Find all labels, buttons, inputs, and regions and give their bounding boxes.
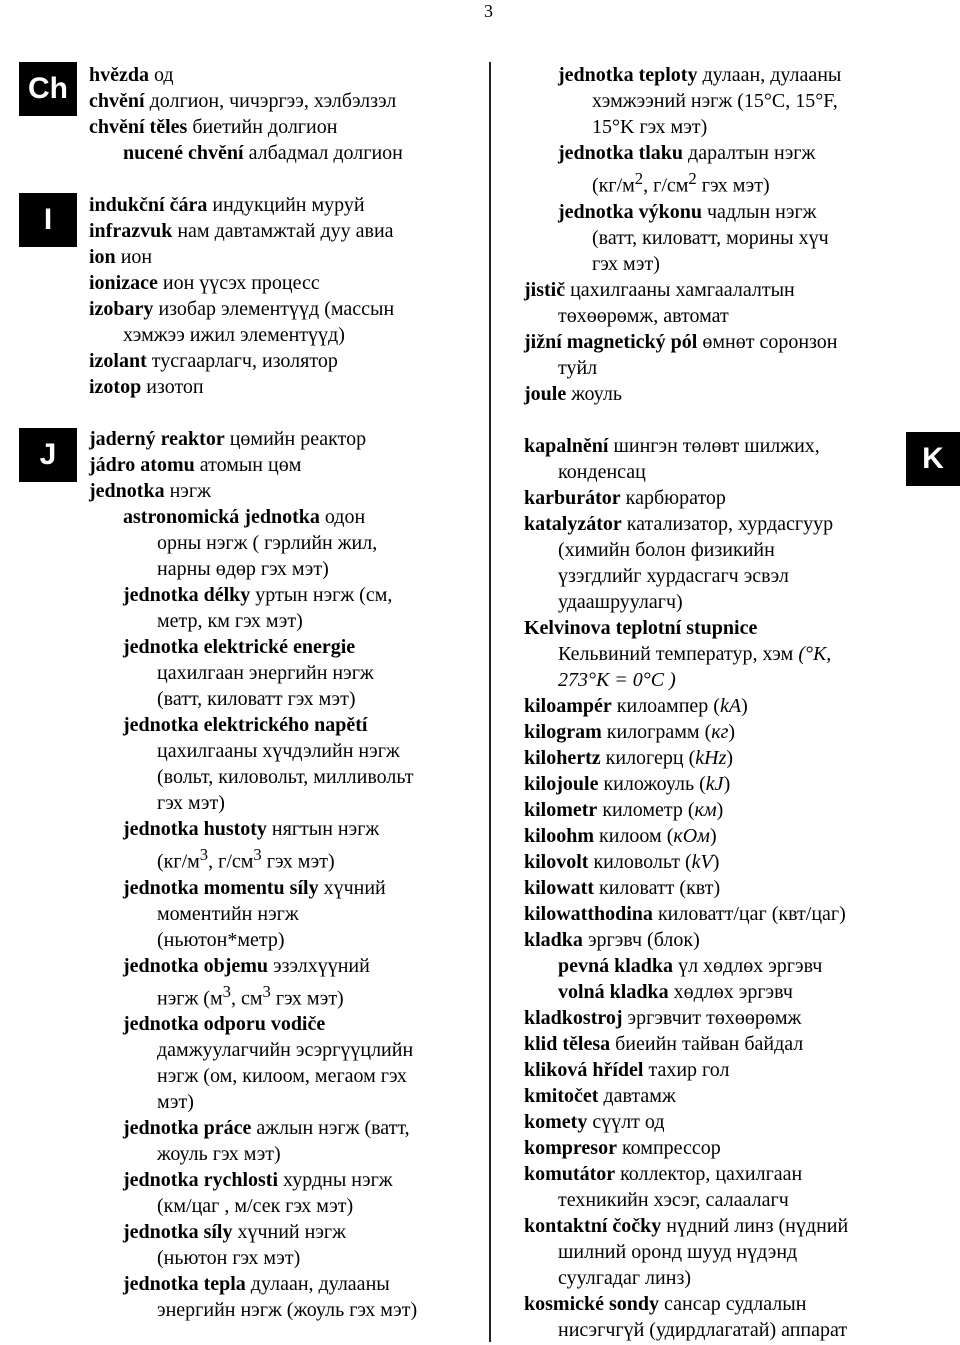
dictionary-entry: komutátor коллектор, цахилгаан техникийн хэсэг, салаалагч — [524, 1162, 803, 1211]
dictionary-subentry: jednotka tlaku даралтын нэгж ($кг/м^2$, $г/см^2$ гэх мэт) — [558, 142, 816, 197]
dictionary-entry: katalyzátor катализатор, хурдасгуур (химийн болон физикийн үзэгдлийг хурдасгагч эсвэл удаашруулагч) — [524, 512, 834, 613]
dictionary-entry: kliková hřídel тахир гол — [524, 1058, 730, 1081]
dictionary-entry: Kelvinova teplotní stupnice Кельвиний температур, хэм (°К, 273°К = 0°С ) — [524, 616, 832, 691]
dictionary-entry: jižní magnetický pól өмнөт соронзон туйл — [524, 330, 838, 379]
dictionary-entry: ionizace ион үүсэх процесс — [89, 272, 320, 294]
dictionary-subentry: jednotka práce ажлын нэгж (ватт, жоуль гэх мэт) — [123, 1117, 410, 1166]
page-number: 3 — [484, 1, 493, 21]
dictionary-subentry: jednotka tepla дулаан, дулааны энергийн нэгж (жоуль гэх мэт) — [123, 1273, 418, 1322]
dictionary-entry: jaderný reaktor цөмийн реактор — [89, 428, 367, 450]
dictionary-entry: klid tělesa биеийн тайван байдал — [524, 1032, 804, 1055]
dictionary-subentry: jednotka výkonu чадлын нэгж (ватт, киловатт, морины хүч гэх мэт) — [558, 200, 829, 275]
dictionary-entry: ion ион — [89, 246, 153, 268]
section-tab-ch: Ch — [19, 62, 77, 116]
section-tab-i: I — [19, 193, 77, 247]
dictionary-subentry: volná kladka хөдлөх эргэвч — [558, 980, 793, 1003]
dictionary-subentry: jednotka elektrického napětí цахилгааны хүчдэлийн нэгж (вольт, киловольт, милливольт гэх мэт) — [123, 714, 414, 814]
dictionary-entry: kapalnění шингэн төлөвт шилжих, конденсац — [524, 434, 820, 483]
dictionary-entry: indukční čára индукцийн муруй — [89, 194, 365, 216]
dictionary-subentry: jednotka elektrické energie цахилгаан энергийн нэгж (ватт, киловатт гэх мэт) — [123, 636, 374, 710]
dictionary-entry: hvězda од — [89, 64, 174, 86]
dictionary-entry: kiloohm килоом (кОм) — [524, 824, 717, 847]
dictionary-entry: kompresor компрессор — [524, 1136, 721, 1159]
dictionary-subentry: jednotka odporu vodiče дамжуулагчийн эсэргүүцлийн нэгж (ом, килоом, мегаом гэх мэт) — [123, 1013, 414, 1114]
dictionary-subentry: jednotka rychlosti хурдны нэгж (км/цаг , м/сек гэх мэт) — [123, 1169, 393, 1218]
dictionary-entry: kilohertz килогерц (kHz) — [524, 746, 734, 769]
dictionary-entry: jádro atomu атомын цөм — [89, 454, 302, 476]
dictionary-entry: izotop изотоп — [89, 376, 204, 398]
dictionary-subentry: jednotka délky уртын нэгж (см, метр, км гэх мэт) — [123, 584, 393, 632]
dictionary-entry: kilowatt киловатт (квт) — [524, 876, 721, 899]
dictionary-entry: izolant тусгаарлагч, изолятор — [89, 350, 338, 372]
dictionary-entry: kontaktní čočky нүдний линз (нүдний шилний оронд шууд нүдэнд суулгадаг линз) — [524, 1214, 849, 1289]
dictionary-entry: kiloampér килоампер (kA) — [524, 694, 748, 717]
dictionary-entry: karburátor карбюратор — [524, 486, 726, 509]
dictionary-entry: kladka эргэвч (блок) — [524, 928, 700, 951]
dictionary-subentry: nucené chvění албадмал долгион — [123, 142, 403, 164]
section-tab-j: J — [19, 428, 77, 482]
right-column — [524, 62, 904, 1343]
dictionary-subentry: jednotka teploty дулаан, дулааны хэмжээний нэгж (15°C, 15°F, 15°K гэх мэт) — [558, 64, 842, 138]
dictionary-entry: joule жоуль — [524, 382, 622, 405]
section-tab-k: K — [906, 432, 960, 486]
column-divider — [489, 62, 491, 1342]
dictionary-entry: komety сүүлт од — [524, 1110, 665, 1133]
dictionary-subentry: astronomická jednotka одон орны нэгж ( гэрлийн жил, нарны өдөр гэх мэт) — [123, 506, 378, 580]
dictionary-entry: izobary изобар элементүүд (массын хэмжээ ижил элементүүд) — [89, 298, 395, 346]
dictionary-entry: kilogram килограмм (кг) — [524, 720, 736, 743]
dictionary-subentry: jednotka hustoty нягтын нэгж ($кг/м^3$, $г/см^3$ гэх мэт) — [123, 818, 380, 873]
dictionary-entry: kilowatthodina киловатт/цаг (квт/цаг) — [524, 902, 846, 925]
dictionary-entry: kilometr километр (км) — [524, 798, 724, 821]
dictionary-subentry: jednotka momentu síly хүчний моментийн нэгж (ньютон*метр) — [123, 876, 386, 951]
dictionary-entry: infrazvuk нам давтамжтай дуу авиа — [89, 220, 394, 242]
dictionary-entry: jednotka нэгж — [89, 480, 211, 502]
dictionary-subentry: jednotka objemu эзэлхүүний нэгж ($м^3$, $см^3$ гэх мэт) — [123, 954, 370, 1010]
dictionary-entry: kladkostroj эргэвчит төхөөрөмж — [524, 1006, 802, 1029]
left-column — [89, 62, 481, 1323]
dictionary-entry: kosmické sondy сансар судлалын нисэгчгүй (удирдлагатай) аппарат — [524, 1292, 848, 1341]
dictionary-entry: kilojoule киложоуль (kJ) — [524, 772, 731, 795]
dictionary-subentry: jednotka síly хүчний нэгж (ньютон гэх мэт) — [123, 1221, 346, 1270]
dictionary-entry: jistič цахилгааны хамгаалалтын төхөөрөмж, автомат — [524, 278, 795, 327]
dictionary-entry: kilovolt киловольт (kV) — [524, 850, 720, 873]
dictionary-entry: kmitočet давтамж — [524, 1084, 676, 1107]
dictionary-entry: chvění těles биетийн долгион — [89, 116, 338, 138]
dictionary-subentry: pevná kladka үл хөдлөх эргэвч — [558, 954, 823, 977]
dictionary-entry: chvění долгион, чичэргээ, хэлбэлзэл — [89, 90, 397, 112]
